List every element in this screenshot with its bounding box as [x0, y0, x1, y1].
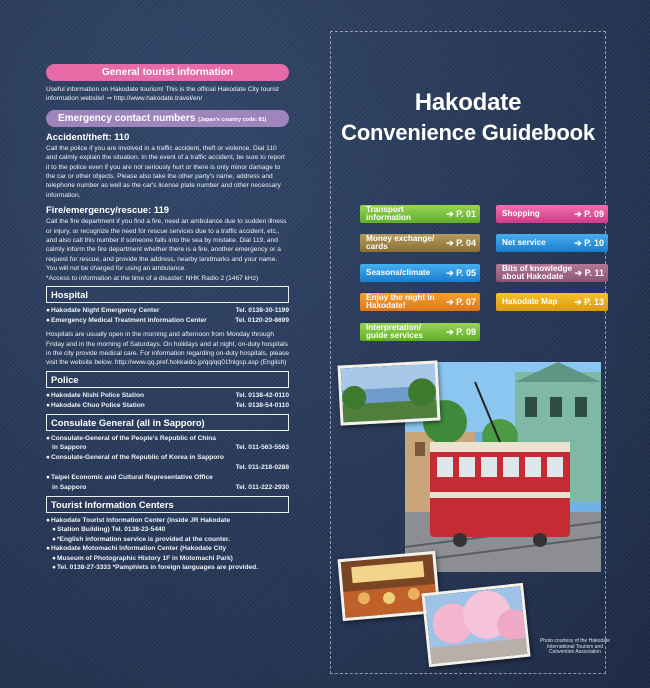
consulate-tel: Tel. 011-222-2930 — [235, 483, 289, 491]
nav-label: Seasons/climate — [366, 268, 431, 277]
nav-page: ➔ P. 11 — [574, 268, 604, 278]
nav-interpretation[interactable] — [360, 323, 480, 341]
bay-photo — [337, 360, 440, 425]
nav-label: Bits of knowledge about Hakodate — [502, 264, 573, 281]
tourist-center-note — [46, 535, 289, 545]
hospital-tel: Tel. 0138-30-1199 — [235, 307, 289, 315]
consulate-line: ● Taipei Economic and Cultural Representative Office — [46, 473, 289, 483]
consulate-tel: Tel. 011-218-0288 — [235, 463, 289, 471]
police-name: ● Hakodate Nishi Police Station — [46, 391, 144, 401]
consulate-line: ● Consulate-General of the People's Republic of China — [46, 434, 289, 444]
cover-title-line-2: Convenience Guidebook — [341, 120, 595, 145]
nav-page: ➔ P. 09 — [446, 327, 476, 337]
emergency-header — [46, 110, 289, 127]
tourist-center-line-2: Museum of Photographic History 1F in Motomachi Park) — [56, 554, 233, 562]
nav-shopping[interactable] — [496, 205, 608, 223]
accident-text: Call the police if you are involved in a traffic accident, theft or violence. Dial 110 and calmly explain the situation. In the event of a traffic accident, be sure to report it to the police even if you are not seriously hurt or there is only minor damage to the car or other objects. Please also take the other party's name, address and telephone number as well as the car's license plate number and other necessary information. — [46, 144, 285, 199]
tourist-center-line: ● Hakodate Motomachi Information Center (Hakodate City — [46, 544, 289, 554]
hospital-header: Hospital — [46, 286, 289, 303]
police-header: Police — [46, 371, 289, 388]
accident-title: Accident/theft: 110 — [46, 130, 130, 142]
emergency-header-label: Emergency contact numbers — [58, 112, 196, 124]
disaster-note: *Access to information at the time of a disaster: NHK Radio 2 (1467 kHz) — [46, 274, 259, 282]
fire-text: Call the fire department if you find a fire, need an ambulance due to sudden illness or injury, or recognize the need for rescue services due to a traffic accident, etc., and also call this number if someone falls into the sea by mistake. Dial 119, and calmly inform the fire department whether there is a fire, another emergency or a request for rescue, and provide the address, nearby landmarks and your name. You will not be charged for using an ambulance. — [46, 218, 287, 273]
consulate-tel: Tel. 011-563-5563 — [235, 444, 289, 452]
police-row — [46, 401, 289, 411]
nav-knowledge[interactable] — [496, 264, 608, 282]
nav-label: Interpretation/ guide services — [366, 323, 423, 340]
hospital-text: Hospitals are usually open in the morning and afternoon from Monday through Friday and in the morning of Saturdays. On holidays and at night, on-duty hospitals in the city provide medical care. For information regarding on-duty hospitals, please visit the website below. http://www.qq.pref.hokkaido.jp/qq/qq01fnlgsp.asp (English) — [46, 331, 289, 367]
consulate-row — [46, 443, 289, 453]
tourist-center-line-2: Station Building) Tel. 0138-23-5440 — [56, 526, 166, 534]
nav-page: ➔ P. 04 — [446, 238, 476, 248]
tourist-center-line — [46, 525, 289, 535]
hospital-tel: Tel. 0120-20-8699 — [235, 317, 289, 325]
nav-money-exchange[interactable] — [360, 234, 480, 252]
tourist-center-line — [46, 554, 289, 564]
nav-map[interactable] — [496, 293, 608, 311]
police-tel: Tel. 0138-54-0110 — [235, 401, 289, 409]
hospital-row — [46, 316, 289, 326]
cherry-illustration — [425, 586, 528, 664]
consulate-header: Consulate General (all in Sapporo) — [46, 414, 289, 431]
nav-label: Hakodate Map — [502, 297, 558, 306]
general-info-header: General tourist information — [46, 64, 289, 81]
tourist-center-note-text: *English information service is provided at the counter. — [56, 535, 230, 543]
hospital-name: ● Emergency Medical Treatment Information Center — [46, 316, 207, 326]
consulate-line-2: in Sapporo — [52, 444, 87, 452]
hospital-row — [46, 306, 289, 316]
tourist-center-line-3: Tel. 0138-27-3333 *Pamphlets in foreign languages are provided. — [56, 564, 259, 572]
police-name: ● Hakodate Chuo Police Station — [46, 401, 145, 411]
nav-page: ➔ P. 07 — [446, 297, 476, 307]
nav-label: Net service — [502, 238, 546, 247]
nav-page: ➔ P. 05 — [446, 268, 476, 278]
police-row — [46, 391, 289, 401]
police-tel: Tel. 0138-42-0110 — [235, 391, 289, 399]
info-column — [46, 64, 289, 573]
nav-transport[interactable] — [360, 205, 480, 223]
country-code-note: (Japan's country code: 81) — [198, 116, 267, 123]
consulate-line-2: in Sapporo — [52, 483, 87, 491]
nav-page: ➔ P. 13 — [574, 297, 604, 307]
consulate-row — [46, 463, 289, 473]
nav-label: Money exchange/ cards — [366, 234, 435, 251]
photo-credit: Photo courtesy of the Hakodate International Tourism and Convention Association — [539, 638, 611, 656]
nav-page: ➔ P. 01 — [446, 209, 476, 219]
consulate-row — [46, 483, 289, 493]
hospital-name: ● Hakodate Night Emergency Center — [46, 306, 159, 316]
consulate-line: ● Consulate-General of the Republic of Korea in Sapporo — [46, 453, 289, 463]
tourist-center-line — [46, 563, 289, 573]
cherry-photo — [421, 583, 530, 667]
bay-illustration — [341, 364, 438, 423]
nav-label: Enjoy the night in Hakodate! — [366, 293, 435, 310]
nav-page: ➔ P. 10 — [574, 238, 604, 248]
cover-title — [337, 88, 599, 148]
fire-title: Fire/emergency/rescue: 119 — [46, 204, 169, 216]
nav-page: ➔ P. 09 — [574, 209, 604, 219]
nav-net-service[interactable] — [496, 234, 608, 252]
general-info-text: Useful information on Hakodate tourism! This is the official Hakodate City tourist information website! ⇒ http://www.hakodate.travel/en/ — [46, 86, 279, 103]
tourist-centers-header: Tourist Information Centers — [46, 496, 289, 513]
nav-night[interactable] — [360, 293, 480, 311]
nav-label: Shopping — [502, 209, 540, 218]
nav-seasons[interactable] — [360, 264, 480, 282]
cover-title-line-1: Hakodate — [414, 89, 522, 116]
tourist-center-line: ● Hakodate Tourist Information Center (inside JR Hakodate — [46, 516, 289, 526]
nav-label: Transport information — [366, 205, 412, 222]
